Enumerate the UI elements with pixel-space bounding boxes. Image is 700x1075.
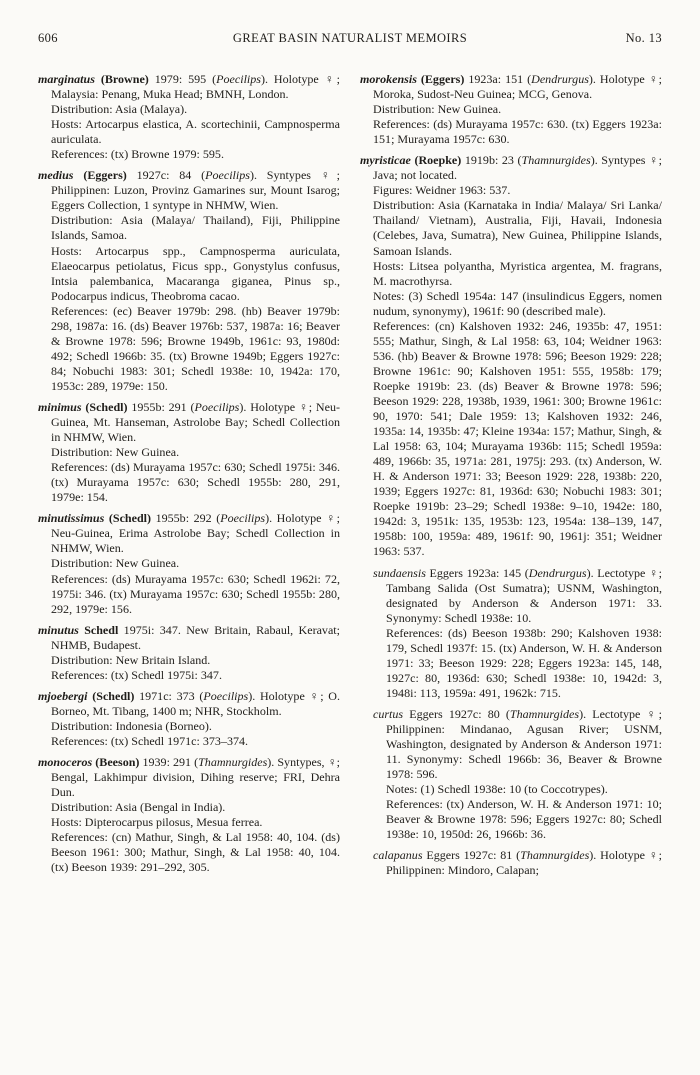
species-author: (Schedl): [85, 399, 128, 414]
species-name: monoceros: [38, 755, 93, 770]
citation: 1927c: 84 (: [126, 168, 206, 183]
references-line: References: (ds) Murayama 1957c: 630. (tx) Eggers 1923a: 151; Murayama 1957c: 630.: [373, 117, 662, 147]
references-line: References: (cn) Kalshoven 1932: 246, 1935b: 47, 1951: 555; Mathur, Singh, & Lal 1958: 63, 104; Weidner 1963: 536. (hb) Beaver & Browne 1978: 596; Beeson 1929: 228; Browne 1961c: 90; Kalshoven 1951: 555, 1958b: 179; Roepke 1919b: 23. (ds) Beaver & Browne 1978: 596; Beeson 1929: 228, 1938b, 1939, 1961: 300; Browne 1961c: 90, 1970: 541; Dale 1959: 13; Kalshoven 1932: 246, 1935a: 14, 1935b: 47; Kleine 1934a: 157; Mathur, Singh, & Lal 1958: 63, 104; Murayama 1936b: 115; Schedl 1959a: 489, 1966b: 35, 1971a: 281, 1975j: 293. (tx) Anderson, W. H. & Anderson 1971: 33; Beeson 1929: 228, 1938b: 220, 1939; Eggers 1927c: 81, 1936d: 630; Nobuchi 1983: 301; Roepke 1919b: 23–29; Schedl 1938e: 9–10, 1942e: 180, 1942d: 3, 1951k: 135, 1953b: 123, 1954a: 138–139, 147, 1958b: 100, 1959a: 489, 1961f: 90, 1961j: 351; Weidner 1963: 537.: [373, 318, 662, 559]
species-name: myristicae: [360, 153, 411, 168]
original-genus: Poecilips: [194, 399, 240, 414]
entry-heading: [38, 168, 340, 213]
species-author: Eggers: [409, 706, 443, 721]
distribution-line: Distribution: Asia (Malaya/ Thailand), Fiji, Philippine Islands, Samoa.: [51, 213, 340, 243]
original-genus: Dendrurgus: [531, 72, 589, 86]
citation: 1923a: 145 (: [462, 565, 529, 580]
original-genus: Poecilips: [220, 511, 266, 526]
species-author: (Eggers): [420, 72, 465, 86]
species-entry: [38, 400, 340, 505]
citation: 1955b: 292 (: [151, 511, 221, 526]
distribution-line: Distribution: Asia (Bengal in India).: [51, 800, 226, 815]
entry-heading: [38, 755, 340, 800]
hosts-line: Hosts: Litsea polyantha, Myristica argentea, M. fragrans, M. macrothyrsa.: [373, 258, 662, 288]
distribution-line: Distribution: Indonesia (Borneo).: [51, 718, 212, 733]
species-author: Eggers: [429, 565, 463, 580]
entry-heading: [360, 72, 662, 102]
original-genus: Thamnurgides: [521, 153, 591, 168]
references-line: References: (ds) Beeson 1938b: 290; Kalshoven 1938: 179, Schedl 1937f: 15. (tx) Anderson, W. H. & Anderson 1971: 33; Beeson 1929: 228; Eggers 1923a: 145, 148, 1927c: 80, 1936d: 630; Schedl 1938e: 10, 1942d: 3, 1948i: 113, 1959a: 491, 1962k: 715.: [386, 625, 662, 700]
type-info: ). Holotype ♀; Neu-Guinea, Erima Astrolobe Bay; Schedl Collection in NHMW, Wien.: [51, 511, 340, 556]
type-info: ). Holotype ♀; Philippinen: Mindoro, Calapan;: [386, 848, 662, 878]
entry-heading: [360, 153, 662, 183]
references-line: References: (ec) Beaver 1979b: 298. (hb) Beaver 1979b: 298, 1987a: 16. (ds) Beaver 1976b: 537, 1987a: 16; Beaver & Browne 1978: 596; Browne 1949b, 1961c: 93, 1980d: 492; Schedl 1966b: 35. (tx) Browne 1949b; Eggers 1927c: 84; Nobuchi 1983: 301; Schedl 1938e: 10, 1942a: 170, 1953c: 289, 1979e: 150.: [51, 303, 340, 393]
citation: 1975i: 347. New Britain, Rabaul, Keravat; NHMB, Budapest.: [51, 622, 340, 652]
species-name: calapanus: [373, 848, 423, 863]
species-entry: [373, 566, 662, 701]
notes-line: Notes: (3) Schedl 1954a: 147 (insulindicus Eggers, nomen nudum, synonymy), 1961f: 90 (described male).: [373, 288, 662, 318]
species-author: (Roepke): [414, 153, 462, 168]
volume-number: No. 13: [625, 31, 662, 45]
species-author: (Browne): [100, 72, 149, 86]
species-entry: [360, 153, 662, 559]
references-line: References: (tx) Browne 1979: 595.: [51, 147, 224, 162]
species-author: (Eggers): [83, 168, 127, 183]
citation: 1923a: 151 (: [464, 72, 532, 86]
species-name: mjoebergi: [38, 688, 88, 703]
species-author: (Beeson): [95, 755, 140, 770]
species-name: curtus: [373, 706, 404, 721]
type-info: ). Holotype ♀; O. Borneo, Mt. Tibang, 1400 m; NHR, Stockholm.: [51, 688, 340, 718]
original-genus: Poecilips: [205, 168, 250, 183]
species-name: minimus: [38, 399, 82, 414]
species-author: Schedl: [84, 622, 119, 637]
entry-heading: [373, 707, 662, 782]
distribution-line: Distribution: New Britain Island.: [51, 652, 211, 667]
original-genus: Poecilips: [203, 688, 249, 703]
references-line: References: (tx) Schedl 1975i: 347.: [51, 667, 222, 682]
species-name: marginatus: [38, 72, 95, 86]
references-line: References: (ds) Murayama 1957c: 630; Schedl 1975i: 346. (tx) Murayama 1957c: 630; Schedl 1955b: 280, 291, 1979e: 154.: [51, 460, 340, 505]
type-info: ). Syntypes ♀; Philippinen: Luzon, Provinz Gamarines sur, Mount Isarog; Eggers Collection, 1 syntype in NHMW, Wien.: [51, 168, 340, 213]
original-genus: Thamnurgides: [520, 848, 590, 863]
type-info: ). Syntypes, ♀; Bengal, Lakhimpur division, Dihing reserve; FRI, Dehra Dun.: [51, 755, 340, 800]
references-line: References: (cn) Mathur, Singh, & Lal 1958: 40, 104. (ds) Beeson 1961: 300; Mathur, Singh, & Lal 1958: 40, 104. (tx) Beeson 1939: 291–292, 305.: [51, 830, 340, 875]
entry-heading: [38, 689, 340, 719]
citation: 1971c: 373 (: [134, 688, 204, 703]
hosts-line: Hosts: Dipterocarpus pilosus, Mesua ferrea.: [51, 815, 263, 830]
species-entry: [360, 72, 662, 147]
type-info: ). Lectotype ♀; Philippinen: Mindanao, Agusan River; USNM, Washington, designated by Anderson & Anderson 1971: 11. Synonymy: Schedl 1966b: 36, Beaver & Browne 1978: 596.: [386, 706, 662, 782]
entry-heading: [38, 511, 340, 556]
citation: 1919b: 23 (: [461, 153, 522, 168]
species-author: (Schedl): [92, 688, 135, 703]
page-number: 606: [38, 31, 58, 45]
notes-line: Notes: (1) Schedl 1938e: 10 (to Coccotrypes).: [386, 782, 608, 797]
citation: 1927c: 81 (: [459, 848, 521, 863]
species-entry: [38, 168, 340, 394]
type-info: ). Lectotype ♀; Tambang Salida (Ost Sumatra); USNM, Washington, designated by Anderson & Anderson 1971: 33. Synonymy: Schedl 1938e: 10.: [386, 565, 663, 625]
species-entry: [38, 623, 340, 683]
original-genus: Thamnurgides: [509, 706, 580, 721]
distribution-line: Distribution: New Guinea.: [373, 102, 502, 117]
hosts-line: Hosts: Artocarpus elastica, A. scortechinii, Campnosperma auriculata.: [51, 117, 340, 147]
entry-heading: [38, 72, 340, 102]
right-column: [360, 72, 662, 884]
species-name: sundaensis: [373, 565, 426, 580]
distribution-line: Distribution: New Guinea.: [51, 445, 180, 460]
type-info: ). Syntypes ♀; Java; not located.: [373, 153, 662, 183]
species-author: Eggers: [426, 848, 460, 863]
references-line: References: (ds) Murayama 1957c: 630; Schedl 1962i: 72, 1975i: 346. (tx) Murayama 1957c: 630; Schedl 1955b: 280, 292, 1979e: 156.: [51, 571, 340, 616]
references-line: References: (tx) Schedl 1971c: 373–374.: [51, 733, 249, 748]
species-author: (Schedl): [108, 511, 152, 526]
species-entry: [38, 511, 340, 616]
distribution-line: Distribution: New Guinea.: [51, 556, 180, 571]
type-info: ). Holotype ♀; Malaysia: Penang, Muka Head; BMNH, London.: [51, 72, 341, 102]
citation: 1927c: 80 (: [442, 706, 510, 721]
type-info: ). Holotype ♀; Moroka, Sudost-Neu Guinea; MCG, Genova.: [373, 72, 663, 102]
species-name: minutus: [38, 622, 79, 637]
original-genus: Thamnurgides: [198, 755, 268, 770]
distribution-line: Distribution: Asia (Karnataka in India/ Malaya/ Sri Lanka/ Thailand/ Vietnam), Australia, Fiji, Havaii, Indonesia (Celebes, Java, Sumatra), New Guinea, Philippine Islands, Samoan Islands.: [373, 198, 662, 258]
species-name: morokensis: [360, 72, 417, 86]
species-entry: [373, 848, 662, 878]
species-name: medius: [38, 168, 74, 183]
citation: 1955b: 291 (: [127, 399, 195, 414]
journal-title: GREAT BASIN NATURALIST MEMOIRS: [232, 31, 468, 45]
species-entry: [38, 755, 340, 875]
figures-line: Figures: Weidner 1963: 537.: [373, 183, 511, 198]
type-info: ). Holotype ♀; Neu-Guinea, Mt. Hanseman, Astrolobe Bay; Schedl Collection in NHMW, Wien.: [51, 399, 340, 445]
entry-heading: [373, 848, 662, 878]
citation: 1939: 291 (: [139, 755, 199, 770]
entry-heading: [38, 400, 340, 445]
species-name: minutissimus: [38, 511, 105, 526]
entry-heading: [373, 566, 662, 626]
species-entry: [373, 707, 662, 842]
original-genus: Poecilips: [216, 72, 261, 86]
species-entry: [38, 689, 340, 749]
entry-heading: [38, 623, 340, 653]
species-entry: [38, 72, 340, 162]
page-header: [38, 31, 662, 49]
left-column: [38, 72, 340, 881]
distribution-line: Distribution: Asia (Malaya).: [51, 102, 188, 117]
citation: 1979: 595 (: [148, 72, 217, 86]
references-line: References: (tx) Anderson, W. H. & Anderson 1971: 10; Beaver & Browne 1978: 596; Eggers 1927c: 80; Schedl 1938e: 10, 1950d: 26, 1966b: 36.: [386, 797, 662, 842]
hosts-line: Hosts: Artocarpus spp., Campnosperma auriculata, Elaeocarpus petiolatus, Ficus spp., Gonystylus confusus, Intsia palembanica, Macaranga giganea, Pinus sp., Podocarpus indicus, Theobroma cacao.: [51, 243, 340, 303]
original-genus: Dendrurgus: [528, 565, 587, 580]
